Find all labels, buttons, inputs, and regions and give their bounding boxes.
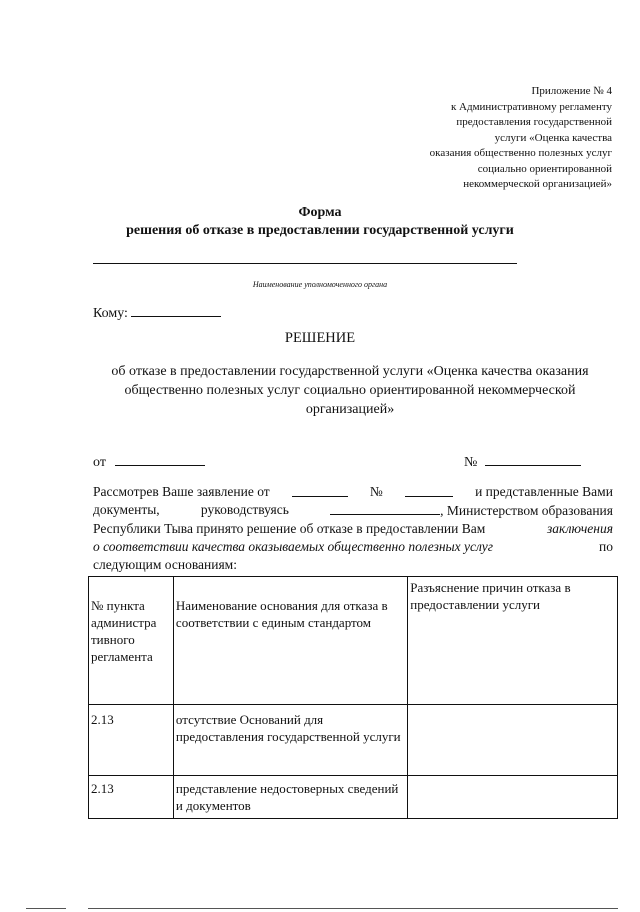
number-field	[464, 452, 581, 471]
number-label: №	[464, 455, 478, 470]
paragraph-row	[93, 556, 613, 574]
scan-edge-line	[88, 908, 618, 909]
reasons-table	[88, 576, 618, 819]
application-number-blank[interactable]	[405, 483, 453, 497]
explanation-cell[interactable]	[408, 705, 618, 776]
paragraph-text: Республики Тыва принято решение об отказе в предоставлении Вам	[93, 521, 486, 536]
paragraph-row	[93, 538, 613, 556]
paragraph-text: Рассмотрев Ваше заявление от	[93, 484, 270, 499]
decision-heading: РЕШЕНИЕ	[284, 330, 356, 346]
legal-basis-blank[interactable]	[330, 501, 440, 515]
application-date-blank[interactable]	[292, 483, 348, 497]
authority-name-line[interactable]	[93, 263, 517, 264]
clause-cell: 2.13	[89, 705, 174, 776]
paragraph-text: по	[599, 539, 613, 554]
header-cell-ground: Наименование основания для отказа в соответствии с единым стандартом	[173, 577, 407, 705]
appendix-line: Приложение № 4	[531, 85, 612, 97]
to-field	[93, 303, 221, 322]
appendix-line: оказания общественно полезных услуг	[429, 147, 612, 159]
table-header-row	[89, 577, 618, 705]
paragraph-italic-text: заключения	[547, 521, 613, 536]
appendix-line: социально ориентированной	[477, 162, 612, 175]
scan-edge-mark	[26, 908, 66, 909]
form-title-line1: Форма	[298, 205, 342, 220]
form-title	[0, 204, 640, 240]
paragraph-italic-text: о соответствии качества оказываемых общественно полезных услуг	[93, 539, 493, 554]
paragraph-text: и представленные Вами	[475, 484, 613, 499]
paragraph-row	[93, 501, 613, 520]
header-cell-clause: № пункта администра тивного регламента	[89, 577, 174, 705]
appendix-line: к Административному регламенту	[450, 100, 612, 113]
appendix-line: предоставления государственной	[456, 116, 612, 128]
ground-cell: представление недостоверных сведений и документов	[173, 776, 407, 819]
to-blank[interactable]	[131, 303, 221, 317]
decision-subject	[90, 362, 610, 419]
paragraph-text: руководствуясь	[200, 502, 289, 517]
header-cell-explanation: Разъяснение причин отказа в предоставлении услуги	[408, 577, 618, 705]
date-blank[interactable]	[115, 452, 205, 466]
table-row	[89, 705, 618, 776]
paragraph-text: №	[369, 484, 383, 499]
paragraph-text: , Министерством образования	[440, 503, 613, 518]
from-label: от	[93, 455, 106, 470]
paragraph-row	[93, 520, 613, 538]
subject-line: организацией»	[305, 402, 395, 417]
subject-line: общественно полезных услуг социально ориентированной некоммерческой	[124, 383, 576, 398]
number-blank[interactable]	[485, 452, 581, 466]
appendix-line: некоммерческой организацией»	[463, 178, 612, 190]
paragraph-row	[93, 483, 613, 501]
date-field	[93, 452, 205, 471]
explanation-cell[interactable]	[408, 776, 618, 819]
paragraph-text: документы,	[93, 502, 160, 517]
form-title-line2: решения об отказе в предоставлении государственной услуги	[126, 223, 514, 238]
authority-caption: Наименование уполномоченного органа	[252, 280, 388, 289]
appendix-note	[312, 84, 612, 193]
subject-line: об отказе в предоставлении государственной услуги «Оценка качества оказания	[111, 364, 589, 379]
paragraph-text: следующим основаниям:	[93, 557, 237, 572]
table-row	[89, 776, 618, 819]
decision-paragraph	[93, 483, 613, 574]
clause-cell: 2.13	[89, 776, 174, 819]
ground-cell: отсутствие Оснований для предоставления государственной услуги	[173, 705, 407, 776]
to-label: Кому:	[93, 306, 128, 321]
appendix-line: услуги «Оценка качества	[494, 131, 612, 144]
